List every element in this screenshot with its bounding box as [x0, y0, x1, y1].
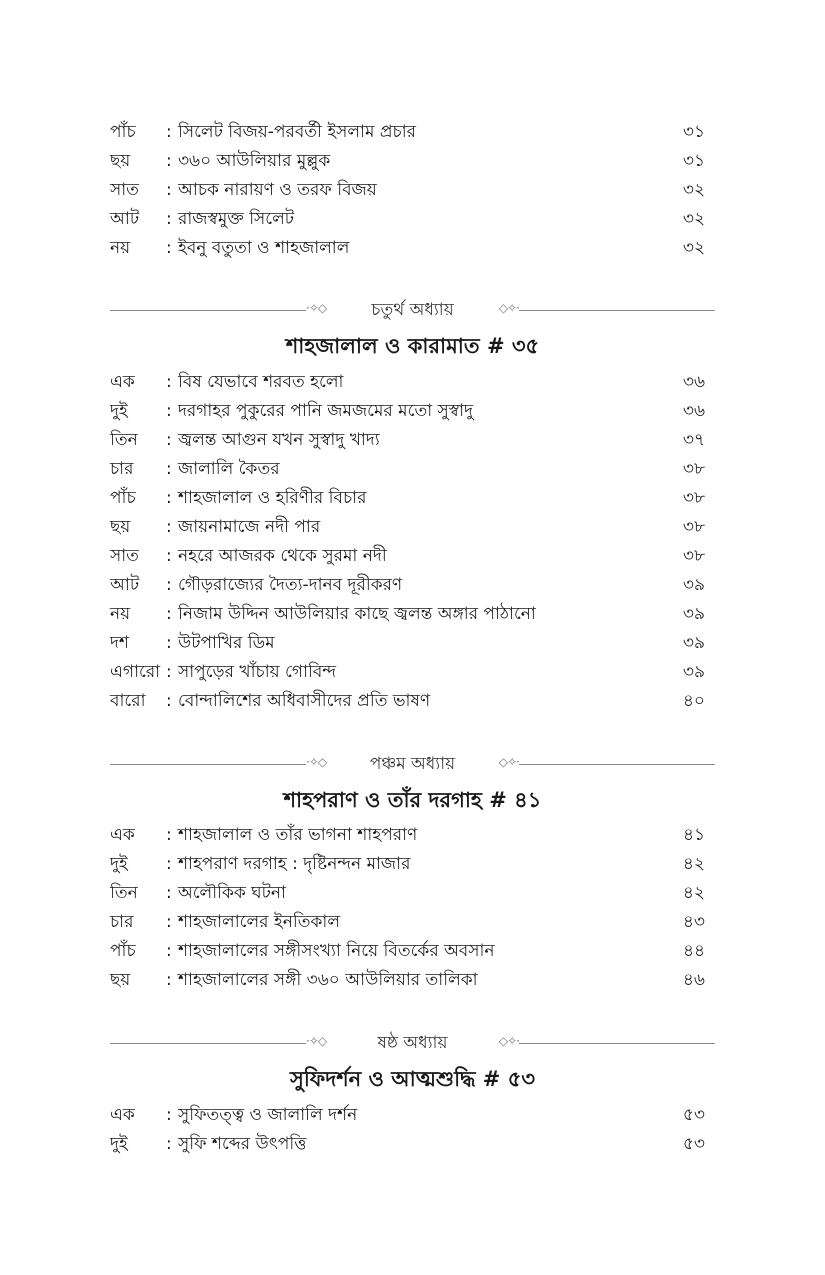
toc-entry	[110, 234, 705, 263]
entry-page: ৪২	[682, 883, 705, 903]
entry-page: ৫৩	[682, 1134, 705, 1154]
chapter-label: চতুর্থ অধ্যায়	[371, 300, 454, 320]
entry-colon: :	[166, 883, 172, 903]
entry-title: আচক নারায়ণ ও তরফ বিজয়	[178, 180, 377, 200]
entry-number: চার	[110, 459, 134, 479]
entry-number: ছয়	[110, 970, 131, 990]
toc-entry	[110, 484, 705, 513]
entry-title: নিজাম উদ্দিন আউলিয়ার কাছে জ্বলন্ত অঙ্গার পাঠানো	[178, 604, 536, 624]
entry-colon: :	[166, 575, 172, 595]
entry-colon: :	[166, 912, 172, 932]
entry-colon: :	[166, 151, 172, 171]
entry-colon: :	[166, 372, 172, 392]
entry-title: জায়নামাজে নদী পার	[178, 517, 321, 537]
entry-page: ৩২	[682, 180, 705, 200]
toc-entry	[110, 455, 705, 484]
entry-title: শাহজালালের ইনতিকাল	[178, 912, 341, 932]
toc-entry	[110, 600, 705, 629]
chapter-title: শাহপরাণ ও তাঁর দরগাহ # ৪১	[283, 788, 542, 812]
entry-title: জ্বলন্ত আগুন যখন সুস্বাদু খাদ্য	[178, 430, 380, 450]
entry-number: সাত	[110, 546, 139, 566]
chapter-title: শাহজালাল ও কারামাত # ৩৫	[285, 334, 540, 358]
chapter-heading	[110, 750, 715, 778]
ornament-icon: ·✧◇	[306, 755, 327, 769]
ornament-icon: ·✧◇	[306, 301, 327, 315]
entry-page: ৩৮	[682, 488, 705, 508]
entry-title: শাহজালালের সঙ্গীসংখ্যা নিয়ে বিতর্কের অবসান	[178, 941, 495, 961]
entry-number: দশ	[110, 633, 129, 653]
entry-colon: :	[166, 488, 172, 508]
entry-number: পাঁচ	[110, 122, 136, 142]
entry-page: ৪৪	[682, 941, 705, 961]
entry-colon: :	[166, 970, 172, 990]
entry-number: এক	[110, 825, 135, 845]
entry-number: দুই	[110, 401, 128, 421]
entry-number: চার	[110, 912, 134, 932]
toc-entry	[110, 908, 705, 937]
entry-page: ৩৯	[682, 604, 705, 624]
entry-number: নয়	[110, 604, 131, 624]
divider-rule	[519, 764, 715, 765]
entry-title: শাহজালাল ও হরিণীর বিচার	[178, 488, 367, 508]
chapter-label: পঞ্চম অধ্যায়	[369, 754, 456, 774]
ornament-icon: ·✧◇	[306, 1034, 327, 1048]
entry-number: বারো	[110, 691, 146, 711]
entry-colon: :	[166, 1134, 172, 1154]
chapter-label: ষষ্ঠ অধ্যায়	[377, 1033, 448, 1053]
entry-colon: :	[166, 238, 172, 258]
entry-title: ইবনু বতুতা ও শাহজালাল	[178, 238, 350, 258]
entry-number: এগারো	[110, 662, 161, 682]
toc-entry	[110, 513, 705, 542]
entry-page: ৩১	[682, 122, 705, 142]
entry-page: ৩৬	[682, 401, 705, 421]
ornament-icon: ◇✧·	[498, 755, 519, 769]
entry-page: ৪৩	[682, 912, 705, 932]
entry-number: নয়	[110, 238, 131, 258]
toc-entry	[110, 368, 705, 397]
entry-title: সাপুড়ের খাঁচায় গোবিন্দ	[178, 662, 336, 682]
entry-number: দুই	[110, 1134, 128, 1154]
entry-colon: :	[166, 546, 172, 566]
entry-colon: :	[166, 209, 172, 229]
entry-title: দরগাহর পুকুরের পানি জমজমের মতো সুস্বাদু	[178, 401, 473, 421]
entry-number: এক	[110, 1105, 135, 1125]
toc-entry	[110, 542, 705, 571]
entry-title: সিলেট বিজয়-পরবর্তী ইসলাম প্রচার	[178, 122, 416, 142]
entry-title: বোন্দালিশের অধিবাসীদের প্রতি ভাষণ	[178, 691, 431, 711]
toc-entry	[110, 821, 705, 850]
toc-entry	[110, 966, 705, 995]
entry-title: নহরে আজরক থেকে সুরমা নদী	[178, 546, 387, 566]
entry-number: আট	[110, 209, 140, 229]
toc-entry	[110, 571, 705, 600]
entry-page: ৪১	[682, 825, 705, 845]
entry-number: ছয়	[110, 517, 131, 537]
entry-title: শাহজালালের সঙ্গী ৩৬০ আউলিয়ার তালিকা	[178, 970, 478, 990]
toc-entry	[110, 1101, 705, 1130]
chapter-title: সুফিদর্শন ও আত্মশুদ্ধি # ৫৩	[289, 1067, 536, 1091]
entry-title: ৩৬০ আউলিয়ার মুল্লুক	[178, 151, 331, 171]
entry-page: ৩৯	[682, 633, 705, 653]
entry-page: ৪৬	[682, 970, 705, 990]
entry-page: ৪০	[682, 691, 705, 711]
entry-title: রাজস্বমুক্ত সিলেট	[178, 209, 295, 229]
entry-number: সাত	[110, 180, 139, 200]
entry-title: শাহপরাণ দরগাহ : দৃষ্টিনন্দন মাজার	[178, 854, 411, 874]
entry-colon: :	[166, 854, 172, 874]
toc-entry	[110, 687, 705, 716]
entry-number: পাঁচ	[110, 488, 136, 508]
toc-entry	[110, 176, 705, 205]
toc-entry	[110, 147, 705, 176]
entry-colon: :	[166, 604, 172, 624]
entry-colon: :	[166, 825, 172, 845]
ornament-icon: ◇✧·	[498, 301, 519, 315]
toc-entry	[110, 879, 705, 908]
toc-entry	[110, 205, 705, 234]
toc-entry	[110, 426, 705, 455]
entry-number: পাঁচ	[110, 941, 136, 961]
entry-title: উটপাখির ডিম	[178, 633, 275, 653]
chapter-heading	[110, 296, 715, 324]
entry-page: ৩৮	[682, 459, 705, 479]
toc-entry	[110, 658, 705, 687]
entry-number: তিন	[110, 430, 138, 450]
divider-rule	[519, 1043, 715, 1044]
entry-title: গৌড়রাজ্যের দৈত্য-দানব দূরীকরণ	[178, 575, 403, 595]
entry-page: ৫৩	[682, 1105, 705, 1125]
toc-entry	[110, 937, 705, 966]
entry-title: জালালি কৈতর	[178, 459, 280, 479]
entry-title: অলৌকিক ঘটনা	[178, 883, 286, 903]
toc-entry	[110, 397, 705, 426]
entry-page: ৩৬	[682, 372, 705, 392]
entry-title: শাহজালাল ও তাঁর ভাগনা শাহপরাণ	[178, 825, 418, 845]
chapter-heading	[110, 1029, 715, 1057]
entry-colon: :	[166, 122, 172, 142]
entry-colon: :	[166, 633, 172, 653]
entry-page: ৩২	[682, 238, 705, 258]
entry-page: ৪২	[682, 854, 705, 874]
entry-number: ছয়	[110, 151, 131, 171]
entry-number: আট	[110, 575, 140, 595]
entry-title: সুফিতত্ত্ব ও জালালি দর্শন	[178, 1105, 358, 1125]
entry-number: এক	[110, 372, 135, 392]
entry-colon: :	[166, 517, 172, 537]
entry-number: দুই	[110, 854, 128, 874]
entry-page: ৩৯	[682, 575, 705, 595]
entry-colon: :	[166, 180, 172, 200]
entry-page: ৩৮	[682, 546, 705, 566]
toc-entry	[110, 850, 705, 879]
entry-colon: :	[166, 691, 172, 711]
toc-entry	[110, 629, 705, 658]
toc-entry	[110, 118, 705, 147]
entry-page: ৩৮	[682, 517, 705, 537]
entry-page: ৩৯	[682, 662, 705, 682]
entry-colon: :	[166, 662, 172, 682]
entry-colon: :	[166, 941, 172, 961]
entry-colon: :	[166, 401, 172, 421]
divider-rule	[519, 310, 715, 311]
entry-colon: :	[166, 1105, 172, 1125]
entry-page: ৩৭	[682, 430, 705, 450]
entry-colon: :	[166, 430, 172, 450]
entry-title: বিষ যেভাবে শরবত হলো	[178, 372, 344, 392]
toc-entry	[110, 1130, 705, 1159]
entry-page: ৩২	[682, 209, 705, 229]
entry-page: ৩১	[682, 151, 705, 171]
entry-title: সুফি শব্দের উৎপত্তি	[178, 1134, 307, 1154]
ornament-icon: ◇✧·	[498, 1034, 519, 1048]
entry-colon: :	[166, 459, 172, 479]
entry-number: তিন	[110, 883, 138, 903]
